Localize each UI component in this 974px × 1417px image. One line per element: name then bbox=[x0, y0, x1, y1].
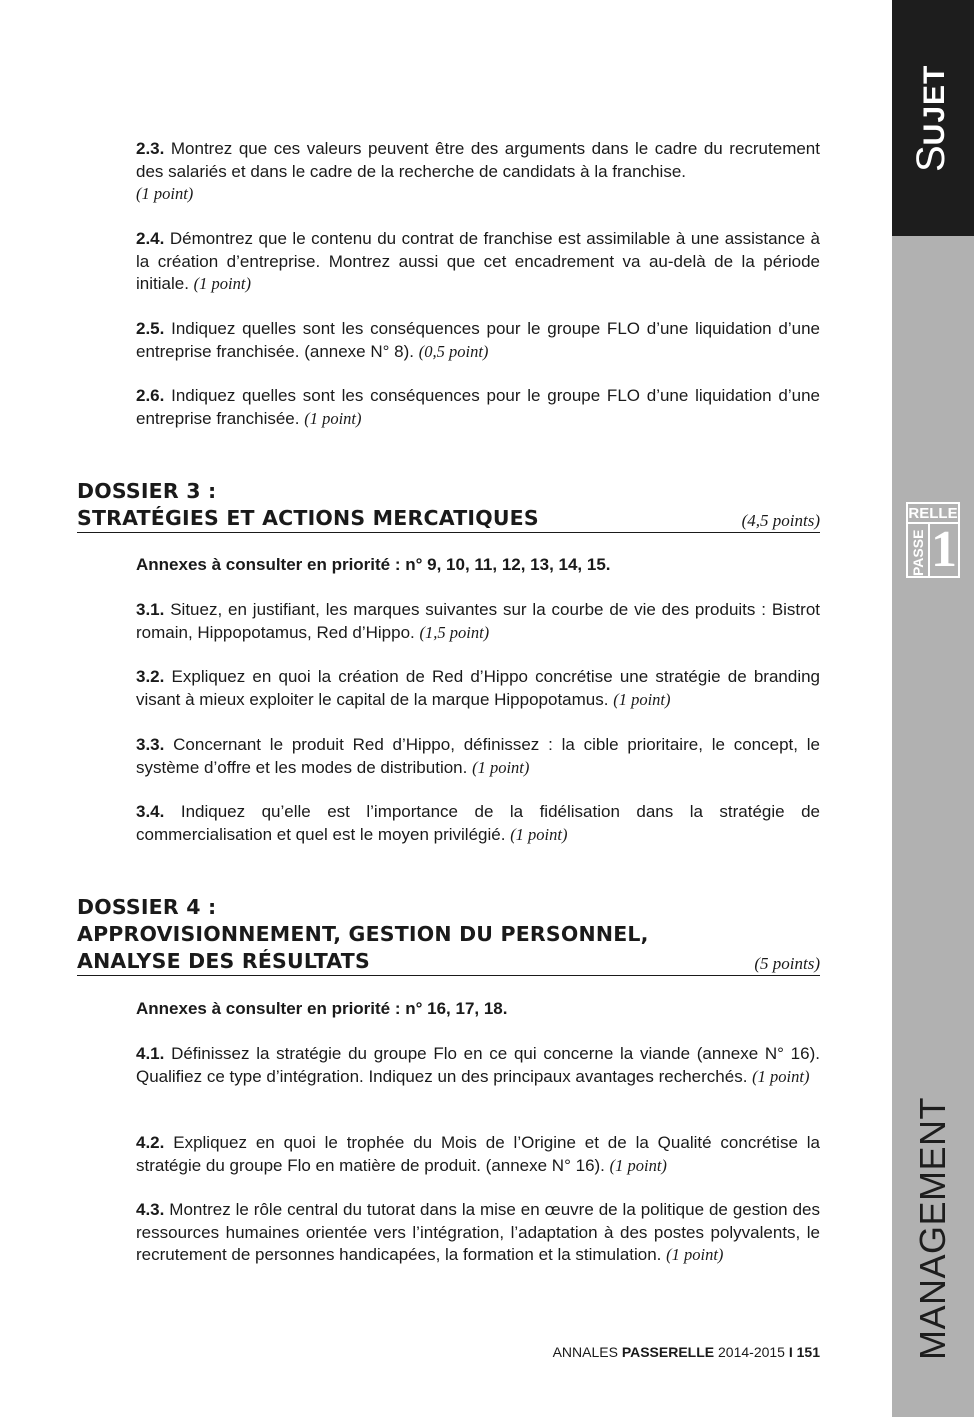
dossier-4-points: (5 points) bbox=[754, 954, 820, 973]
sidebar-section-tab bbox=[892, 0, 974, 236]
dossier-3-points: (4,5 points) bbox=[741, 511, 820, 530]
question-3-2: 3.2. Expliquez en quoi la création de Red d’Hippo concrétise une stratégie de branding visant à mieux exploiter le capital de la marque Hippopotamus. (1 point) bbox=[136, 667, 820, 709]
page-footer: ANNALES PASSERELLE 2014-2015 I 151 bbox=[552, 1344, 820, 1360]
question-4-2: 4.2. Expliquez en quoi le trophée du Mois de l’Origine et de la Qualité concrétise la stratégie du groupe Flo en matière de produit. (annexe N° 16). (1 point) bbox=[136, 1133, 820, 1175]
question-2-3: 2.3. Montrez que ces valeurs peuvent être des arguments dans le cadre du recrutement des salariés et dans le cadre de la recherche de candidats à la franchise. (1 point) bbox=[136, 139, 820, 203]
dossier-3-annexes: Annexes à consulter en priorité : n° 9, 10, 11, 12, 13, 14, 15. bbox=[136, 555, 611, 574]
dossier-4-annexes: Annexes à consulter en priorité : n° 16, 17, 18. bbox=[136, 999, 508, 1018]
page-number: 151 bbox=[796, 1344, 820, 1360]
question-2-4: 2.4. Démontrez que le contenu du contrat de franchise est assimilable à une assistance à la création d’entreprise. Montrez aussi que cet encadrement va au-delà de la période initiale. (1 point) bbox=[136, 229, 820, 293]
passerelle-1-logo: RELLE PASSE 1 bbox=[906, 502, 960, 578]
question-3-4: 3.4. Indiquez qu’elle est l’importance de la fidélisation dans la stratégie de commercialisation et quel est le moyen privilégié. (1 point) bbox=[136, 802, 820, 844]
sidebar bbox=[892, 0, 974, 1417]
question-3-3: 3.3. Concernant le produit Red d’Hippo, définissez : la cible prioritaire, le concept, le système d’offre et les modes de distribution. (1 point) bbox=[136, 735, 820, 777]
question-3-1: 3.1. Situez, en justifiant, les marques suivantes sur la courbe de vie des produits : Bistrot romain, Hippopotamus, Red d’Hippo. (1,5 point) bbox=[136, 600, 820, 642]
dossier-3-heading: DOSSIER 3 : STRATÉGIES ET ACTIONS MERCATIQUES (4,5 points) bbox=[77, 478, 820, 533]
subject-label-management: MANAGEMENT bbox=[912, 1096, 953, 1360]
question-4-3: 4.3. Montrez le rôle central du tutorat dans la mise en œuvre de la politique de gestion des ressources humaines orientée vers l’intégration, l’adaptation à des postes polyvalents, le recrutement de personnes handicapées, la formation et la stimulation. (1 point) bbox=[136, 1200, 820, 1264]
dossier-4-heading: DOSSIER 4 : APPROVISIONNEMENT, GESTION DU PERSONNEL, ANALYSE DES RÉSULTATS (5 points) bbox=[77, 894, 820, 976]
question-4-1: 4.1. Définissez la stratégie du groupe Flo en ce qui concerne la viande (annexe N° 16). Qualifiez ce type d’intégration. Indiquez un des principaux avantages recherchés. (1 point) bbox=[136, 1044, 820, 1086]
question-2-6: 2.6. Indiquez quelles sont les conséquences pour le groupe FLO d’une liquidation d’une entreprise franchisée. (1 point) bbox=[136, 386, 820, 428]
section-label-sujet: SUJET bbox=[909, 64, 953, 172]
question-2-5: 2.5. Indiquez quelles sont les conséquences pour le groupe FLO d’une liquidation d’une entreprise franchisée. (annexe N° 8). (0,5 point) bbox=[136, 319, 820, 361]
